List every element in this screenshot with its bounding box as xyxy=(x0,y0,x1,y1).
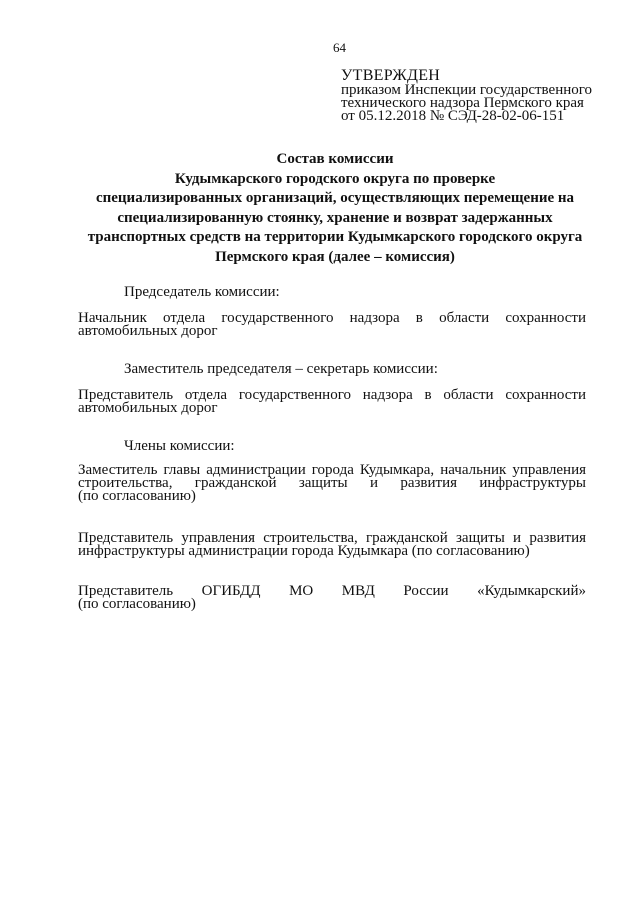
title-line: Состав комиссии xyxy=(276,151,394,167)
text-line: автомобильных дорог xyxy=(78,400,218,416)
text-line: Представитель отдела государственного надзора в области сохранности xyxy=(78,387,586,403)
member-description xyxy=(78,585,586,611)
title-line: транспортных средств на территории Кудымкарского городского округа xyxy=(87,229,583,245)
title-line: специализированную стоянку, хранение и возврат задержанных xyxy=(117,209,553,226)
chair-description xyxy=(78,312,586,338)
approval-label: УТВЕРЖДЕН xyxy=(341,67,441,84)
title-line: специализированных организаций, осуществляющих перемещение на xyxy=(95,190,575,206)
approval-line: от 05.12.2018 № СЭД-28-02-06-151 xyxy=(341,108,565,124)
members-label: Члены комиссии: xyxy=(124,438,235,454)
approval-line: приказом Инспекции государственного xyxy=(341,82,593,98)
title-line: Пермского края (далее – комиссия) xyxy=(215,248,455,265)
text-line: Представитель ОГИБДД МО МВД России «Кудымкарский» xyxy=(78,583,586,599)
chair-label: Председатель комиссии: xyxy=(124,284,280,300)
text-line: Начальник отдела государственного надзора в области сохранности xyxy=(78,310,586,326)
text-line: автомобильных дорог xyxy=(78,323,218,339)
text-line: строительства, гражданской защиты и развития инфраструктуры xyxy=(78,475,586,491)
title-line: Кудымкарского городского округа по проверке xyxy=(174,170,496,187)
text-line: Заместитель главы администрации города Кудымкара, начальник управления xyxy=(78,462,586,478)
text-line: (по согласованию) xyxy=(78,488,196,504)
approval-block xyxy=(341,68,592,123)
text-line: инфраструктуры администрации города Кудымкара (по согласованию) xyxy=(78,543,530,559)
member-description xyxy=(78,532,586,558)
deputy-label: Заместитель председателя – секретарь комиссии: xyxy=(124,361,438,377)
deputy-description xyxy=(78,389,586,415)
approval-line: технического надзора Пермского края xyxy=(341,95,584,111)
member-description xyxy=(78,464,586,503)
page-number: 64 xyxy=(333,40,346,55)
document-title xyxy=(70,150,600,267)
text-line: (по согласованию) xyxy=(78,596,196,612)
text-line: Представитель управления строительства, гражданской защиты и развития xyxy=(78,530,586,546)
